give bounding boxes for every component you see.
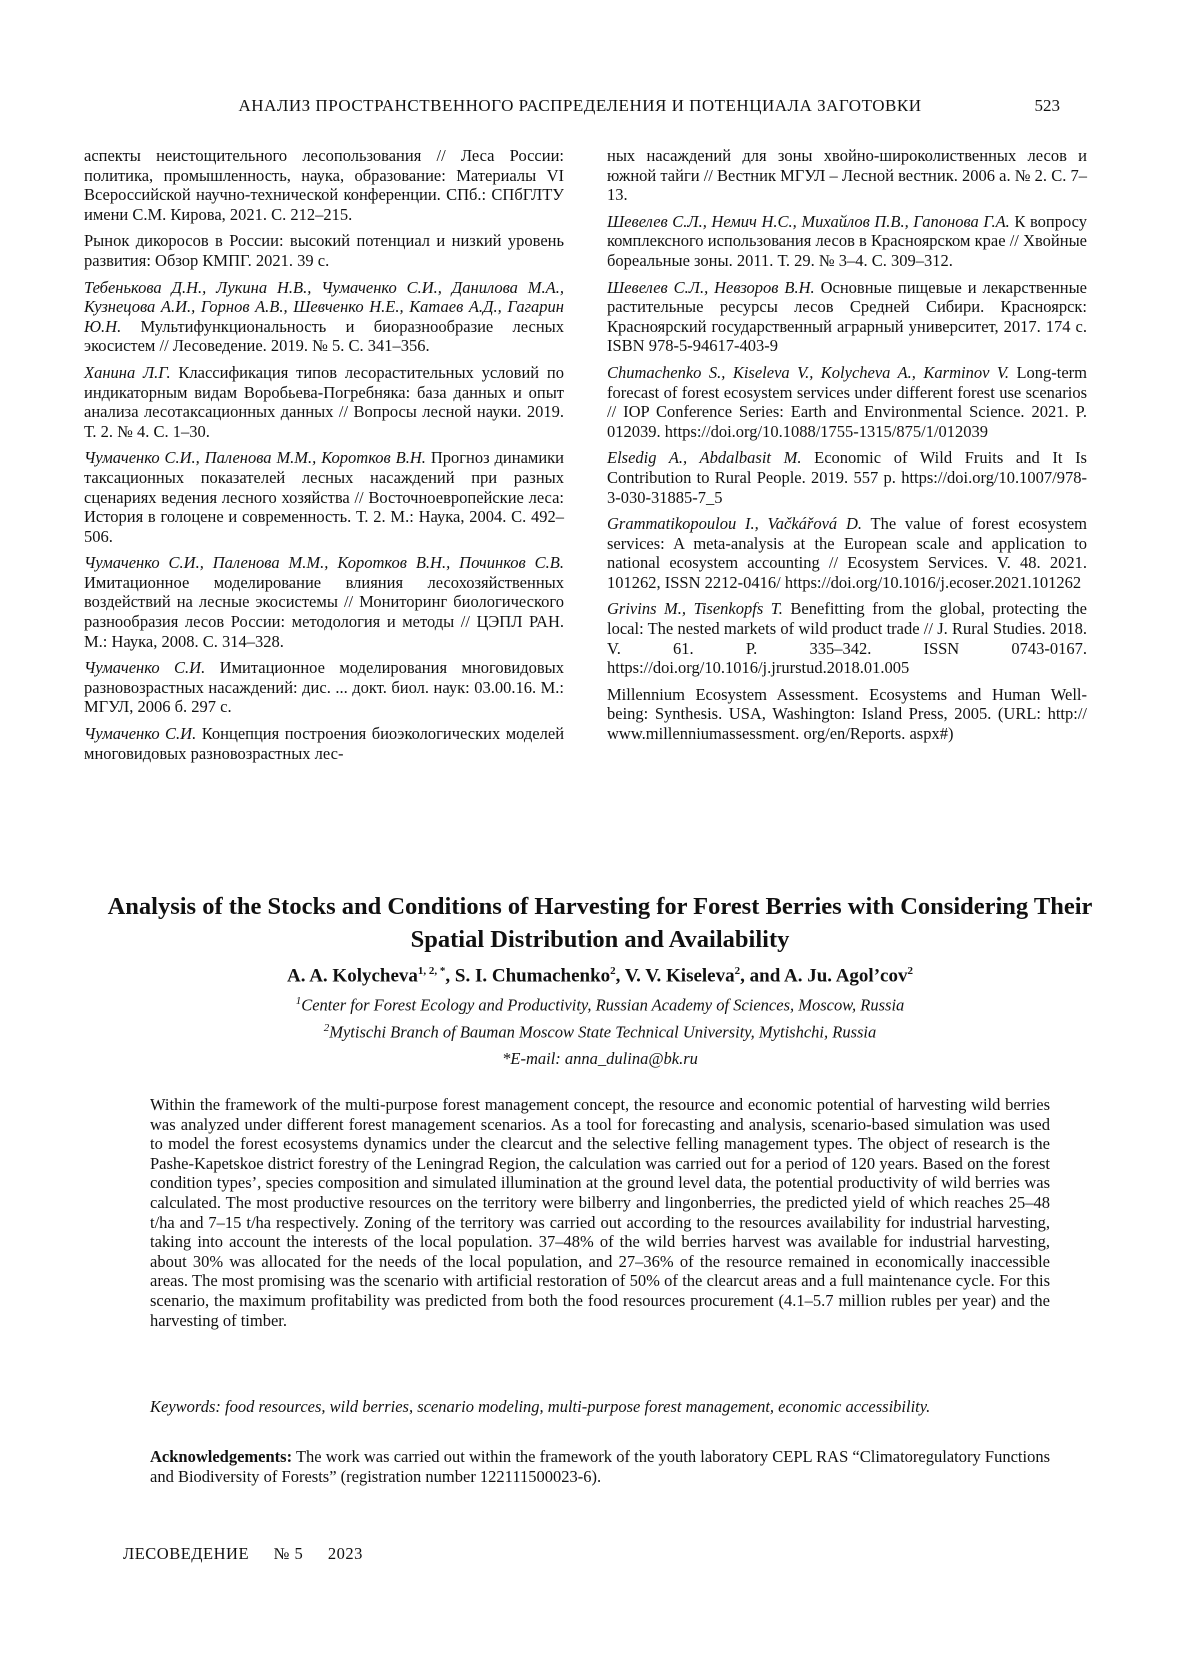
running-head bbox=[140, 96, 1060, 120]
reference-authors: Grivins M., Tisenkopfs T. bbox=[607, 599, 783, 619]
reference-text: К вопросу комплексного использования лесов в Красноярском крае // Хвойные бореальные зоны. 2011. Т. 29. № 3–4. С. 309–312. bbox=[607, 211, 1088, 270]
author-name: V. V. Kiseleva bbox=[624, 965, 735, 987]
reference-entry bbox=[607, 514, 1087, 592]
author-list bbox=[80, 965, 1120, 987]
author-affiliation-marker: 2 bbox=[734, 965, 741, 977]
reference-authors: Шевелев С.Л., Невзоров В.Н. bbox=[607, 277, 815, 297]
author-separator: , and bbox=[740, 965, 784, 987]
reference-authors: Шевелев С.Л., Немич Н.С., Михайлов П.В., Гапонова Г.А. bbox=[607, 211, 1010, 231]
acknowledgements-text: The work was carried out within the framework of the youth laboratory CEPL RAS “Climatoregulatory Functions and Biodiversity of Forests” (registration number 122111500023-6). bbox=[150, 1447, 1051, 1486]
journal-year: 2023 bbox=[327, 1544, 363, 1563]
reference-authors: Чумаченко С.И. bbox=[84, 724, 197, 744]
acknowledgements-label: Acknowledgements: bbox=[150, 1447, 293, 1466]
author-name: S. I. Chumachenko bbox=[454, 965, 611, 987]
reference-entry bbox=[607, 685, 1087, 744]
affiliation-2-marker: 2 bbox=[323, 1022, 330, 1034]
reference-text: Рынок дикоросов в России: высокий потенциал и низкий уровень развития: Обзор КМПГ. 2021. 39 с. bbox=[84, 231, 564, 270]
running-head-title: АНАЛИЗ ПРОСТРАНСТВЕННОГО РАСПРЕДЕЛЕНИЯ И ПОТЕНЦИАЛА ЗАГОТОВКИ bbox=[238, 96, 922, 115]
journal-footer bbox=[123, 1544, 383, 1564]
acknowledgements bbox=[150, 1447, 1050, 1486]
reference-authors: Grammatikopoulou I., Vačkářová D. bbox=[607, 514, 862, 534]
reference-text: Концепция построения биоэкологических моделей многовидовых разновозрастных лес- bbox=[84, 724, 565, 763]
reference-text: The value of forest ecosystem services: A meta-analysis at the European scale and application to national ecosystem accounting // Ecosystem Services. V. 48. 2021. 101262, ISSN 2212-0416/ https://doi.org/10.1016/j.ecoser.2021.101262 bbox=[607, 514, 1088, 592]
reference-entry bbox=[607, 363, 1087, 441]
reference-text: Millennium Ecosystem Assessment. Ecosystems and Human Well-being: Synthesis. USA, Washington: Island Press, 2005. (URL: http:// www.millenniumassessment. org/en/Reports. aspx#) bbox=[607, 684, 1087, 744]
page-number: 523 bbox=[1034, 96, 1060, 115]
author-affiliation-marker: 2 bbox=[907, 965, 913, 977]
reference-authors: Ханина Л.Г. bbox=[84, 362, 171, 382]
reference-text: Классификация типов лесорастительных условий по индикаторным видам Воробьева-Погребняка: база данных и опыт анализа лесотаксационных данных // Вопросы лесной науки. 2019. Т. 2. № 4. С. 1–30. bbox=[84, 362, 564, 441]
article-title: Analysis of the Stocks and Conditions of Harvesting for Forest Berries with Considering Their Spatial Distribution and Availability bbox=[107, 893, 1093, 953]
keywords: Keywords: food resources, wild berries, scenario modeling, multi-purpose forest management, economic accessibility. bbox=[150, 1397, 931, 1416]
reference-entry bbox=[84, 363, 564, 441]
reference-entry bbox=[607, 599, 1087, 677]
reference-entry bbox=[607, 278, 1087, 356]
reference-entry bbox=[84, 146, 564, 224]
reference-entry bbox=[84, 658, 564, 717]
reference-entry bbox=[607, 212, 1087, 271]
affiliation-2-text: Mytischi Branch of Bauman Moscow State Technical University, Mytishchi, Russia bbox=[329, 1022, 877, 1042]
author-separator: , bbox=[615, 965, 625, 987]
author-name: A. A. Kolycheva bbox=[287, 965, 418, 987]
reference-entry bbox=[607, 146, 1087, 205]
reference-entry bbox=[84, 553, 564, 651]
reference-authors: Chumachenko S., Kiseleva V., Kolycheva A., Karminov V. bbox=[607, 362, 1009, 382]
reference-text: Основные пищевые и лекарственные растительные ресурсы лесов Средней Сибири. Красноярск: Красноярский государственный аграрный университет, 2017. 174 с. ISBN 978-5-94617-403-9 bbox=[607, 277, 1088, 356]
reference-text: аспекты неистощительного лесопользования // Леса России: политика, промышленность, наука, образование: Материалы VI Всероссийской научно-технической конференции. СПб.: СПбГЛТУ имени С.М. Кирова, 2021. С. 212–215. bbox=[84, 146, 564, 224]
reference-authors: Чумаченко С.И. bbox=[84, 658, 206, 678]
reference-text: Economic of Wild Fruits and It Is Contribution to Rural People. 2019. 557 p. https://doi.org/10.1007/978-3-030-31885-7_5 bbox=[607, 448, 1087, 507]
reference-text: ных насаждений для зоны хвойно-широколиственных лесов и южной тайги // Вестник МГУЛ – Лесной вестник. 2006 а. № 2. С. 7–13. bbox=[607, 146, 1087, 205]
reference-entry bbox=[607, 448, 1087, 507]
author-affiliation-marker: 1, 2, * bbox=[417, 965, 446, 977]
reference-entry bbox=[84, 231, 564, 270]
reference-text: Long-term forecast of forest ecosystem services under different forest use scenarios // IOP Conference Series: Earth and Environmental Science. 2021. P. 012039. https://doi.org/10.1088/1755-1315/875/1/012039 bbox=[607, 362, 1088, 441]
reference-entry bbox=[84, 448, 564, 546]
reference-text: Прогноз динамики таксационных показателей лесных насаждений при разных сценариях ведения лесного хозяйства // Восточноевропейские леса: История в голоцене и современность. Т. 2. М.: Наука, 2004. С. 492–506. bbox=[84, 448, 565, 546]
journal-name: ЛЕСОВЕДЕНИЕ bbox=[123, 1544, 250, 1563]
reference-authors: Elsedig A., Abdalbasit M. bbox=[607, 448, 802, 468]
affiliation-1-marker: 1 bbox=[295, 995, 302, 1007]
affiliation-2 bbox=[80, 1022, 1120, 1043]
affiliation-1-text: Center for Forest Ecology and Productivity, Russian Academy of Sciences, Moscow, Russia bbox=[301, 995, 905, 1015]
reference-authors: Тебенькова Д.Н., Лукина Н.В., Чумаченко С.И., Данилова М.А., Кузнецова А.И., Горнов А.В., Шевченко Н.Е., Катаев А.Д., Гагарин Ю.Н. bbox=[84, 277, 564, 336]
affiliation-1 bbox=[80, 995, 1120, 1016]
author-affiliation-marker: 2 bbox=[610, 965, 616, 977]
reference-text: Мультифункциональность и биоразнообразие лесных экосистем // Лесоведение. 2019. № 5. С. 341–356. bbox=[84, 316, 564, 356]
author-email: *E-mail: anna_dulina@bk.ru bbox=[502, 1049, 698, 1068]
reference-entry bbox=[84, 278, 564, 356]
reference-authors: Чумаченко С.И., Паленова М.М., Коротков В.Н. bbox=[84, 448, 426, 468]
references-right-column bbox=[607, 146, 1087, 751]
reference-entry bbox=[84, 724, 564, 763]
reference-text: Benefitting from the global, protecting the local: The nested markets of wild product trade // J. Rural Studies. 2018. V. 61. P. 335–342. ISSN 0743-0167. https://doi.org/10.1016/j.jrurstud.2018.01.005 bbox=[607, 599, 1088, 678]
author-separator: , bbox=[445, 965, 455, 987]
abstract: Within the framework of the multi-purpose forest management concept, the resource and economic potential of harvesting wild berries was analyzed under different forest management scenarios. As a tool for forecasting and analysis, scenario-based simulation was used to model the forest ecosystems dynamics under the clearcut and the selective felling management types. The object of research is the Pashe-Kapetskoe district forestry of the Leningrad Region, the calculation was carried out for a period of 120 years. Based on the forest condition types’, species composition and simulated illumination at the ground level data, the potential productivity of wild berries was calculated. The most productive resources on the territory were bilberry and lingonberries, the predicted yield of which reaches 25–48 t/ha and 7–15 t/ha respectively. Zoning of the territory was carried out according to the resources availability for industrial harvesting, taking into account the interests of the local population. 37–48% of the wild berries harvest was available for industrial harvesting, about 30% was allocated for the needs of the local population, and 27–36% of the resource remained in economically inaccessible areas. The most promising was the scenario with artificial restoration of 50% of the clearcut areas and a full maintenance cycle. For this scenario, the maximum profitability was predicted from both the food resources procurement (4.1–5.7 million rubles per year) and the harvesting of timber. bbox=[150, 1095, 1050, 1330]
author-name: A. Ju. Agol’cov bbox=[783, 965, 908, 987]
journal-issue: № 5 bbox=[273, 1544, 304, 1563]
reference-text: Имитационное моделирование влияния лесохозяйственных воздействий на лесные экосистемы // Мониторинг биологического разнообразия лесов России: методология и методы // ЦЭПЛ РАН. М.: Наука, 2008. С. 314–328. bbox=[84, 572, 564, 651]
reference-text: Имитационное моделирования многовидовых разновозрастных насаждений: дис. ... докт. биол. наук: 03.00.16. М.: МГУЛ, 2006 б. 297 с. bbox=[84, 658, 565, 717]
references-left-column bbox=[84, 146, 564, 770]
reference-authors: Чумаченко С.И., Паленова М.М., Коротков В.Н., Починков С.В. bbox=[84, 553, 564, 573]
